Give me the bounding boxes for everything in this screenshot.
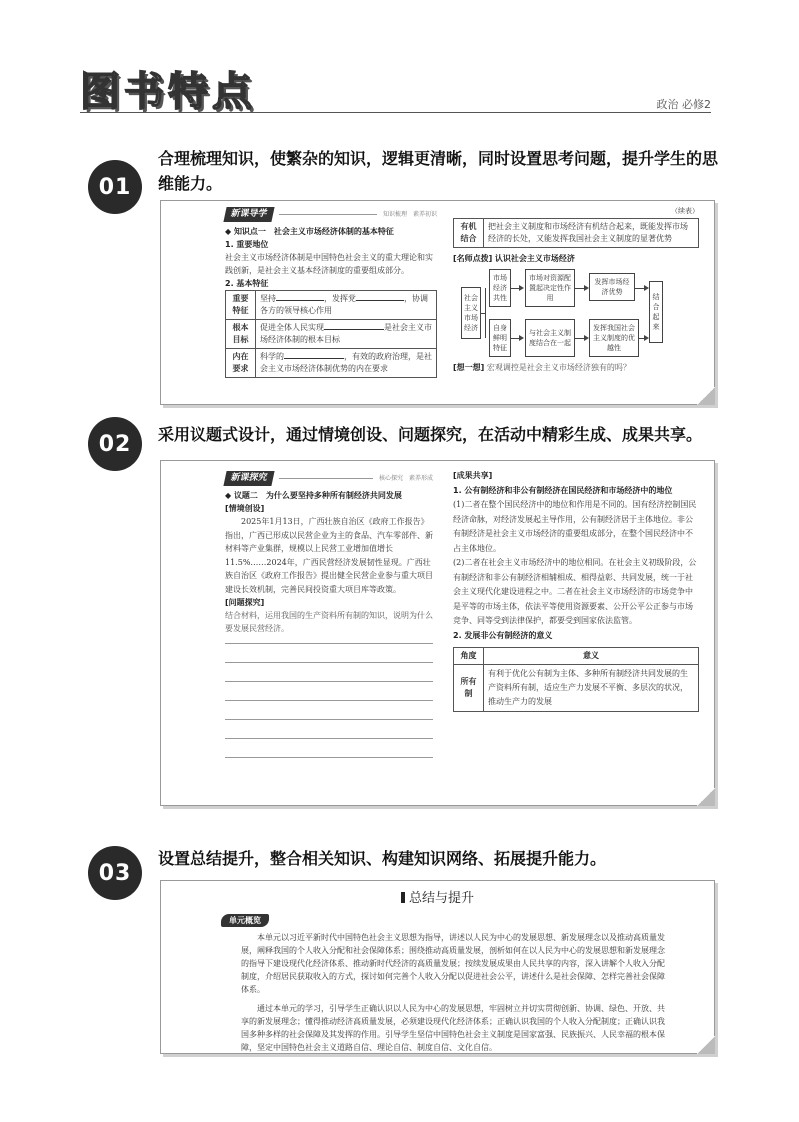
think-label: [想一想]	[453, 363, 485, 372]
flow-bot2: 与社会主义制度结合在一起	[525, 319, 575, 357]
continued-label: （续表）	[671, 207, 699, 215]
meaning-table	[453, 647, 699, 712]
result-title-1: 1. 公有制经济和非公有制经济在国民经济和市场经济中的地位	[453, 485, 673, 495]
section-number-02: 02	[88, 417, 142, 471]
flow-bot3: 发挥我国社会主义制度的优越性	[589, 319, 639, 357]
think-text: 宏观调控是社会主义市场经济独有的吗？	[486, 363, 631, 372]
title-mark	[401, 892, 405, 903]
section-number-03: 03	[88, 846, 142, 900]
subheading-1: 1. 重要地位	[225, 240, 269, 249]
section-tag-sub: 知识梳理 素养初识	[382, 211, 437, 218]
page-curl	[697, 387, 715, 405]
result-label: [成果共享]	[453, 471, 493, 480]
section-tag: 新课导学	[223, 207, 274, 222]
tip-label: [名师点拨]	[453, 254, 493, 263]
problem-text: 结合材料，运用我国的生产资料所有制的知识，说明为什么要发展民营经济。	[225, 611, 433, 633]
subject-label: 政治 必修2	[656, 98, 711, 111]
flow-left-box: 社会主义市场经济	[461, 287, 481, 339]
table-row: 重要特征 坚持 ，发挥党 ，协调各方的领导核心作用	[226, 291, 437, 320]
page-curl	[697, 788, 715, 806]
section-tag-sub: 核心探究 素养形成	[378, 475, 433, 482]
section-number-01: 01	[88, 160, 142, 214]
section-heading-02: 采用议题式设计，通过情境创设、问题探究，在活动中精彩生成、成果共享。	[158, 425, 703, 444]
answer-lines[interactable]	[225, 643, 433, 776]
flow-top3: 发挥市场经济优势	[589, 273, 635, 301]
flow-bot1: 自身鲜明特征	[489, 319, 511, 357]
result-title-2: 2. 发展非公有制经济的意义	[453, 630, 553, 640]
paragraph-1: 社会主义市场经济体制是中国特色社会主义的重大理论和实践创新，是社会主义基本经济制度的重要组成部分。	[225, 253, 433, 275]
subheading-2: 2. 基本特征	[225, 279, 269, 288]
summary-paragraph-2: 通过本单元的学习，引导学生正确认识以人民为中心的发展思想，牢固树立并切实贯彻创新、协调、绿色、开放、共享的新发展理念；懂得推动经济高质量发展，必须建设现代化经济体系；正确认识我国的个人收入分配制度；正确认识我国多种多样的社会保障及其发挥的作用。引导学生坚信中国特色社会主义制度是国家富强、民族振兴、人民幸福的根本保障，坚定中国特色社会主义道路自信、理论自信、制度自信、文化自信。	[241, 1004, 665, 1052]
panel-preview-3	[160, 880, 715, 1054]
organic-table: 有机结合 把社会主义制度和市场经济有机结合起来，既能发挥市场经济的长处，又能发挥我国社会主义制度的显著优势	[453, 218, 699, 248]
panel1-left-column	[225, 207, 437, 378]
fill-blank[interactable]	[356, 293, 404, 301]
table-row: 内在要求 科学的 ，有效的政府治理，是社会主义市场经济体制优势的内在要求	[226, 349, 437, 378]
page-title: 图书特点	[80, 69, 256, 115]
section-tag: 新课探究	[223, 471, 274, 486]
unit-overview-tag: 单元概览	[221, 914, 269, 927]
panel-preview-1	[160, 200, 715, 405]
scene-label: [情境创设]	[225, 504, 265, 513]
flow-diagram	[453, 267, 699, 359]
result-paragraph-1: (1)二者在整个国民经济中的地位和作用是不同的。国有经济控制国民经济命脉，对经济发展起主导作用，公有制经济居于主体地位。非公有制经济是社会主义市场经济的重要组成部分，在整个国民经济中不占主体地位。	[453, 500, 697, 553]
fill-blank[interactable]	[284, 351, 344, 359]
table-row: 所有制 有利于优化公有制为主体、多种所有制经济共同发展的生产资料所有制，适应生产力发展不平衡、多层次的状况，推动生产力的发展	[454, 665, 699, 712]
panel2-left-column	[225, 471, 433, 776]
fill-blank[interactable]	[324, 322, 384, 330]
flow-top1: 市场经济共性	[489, 269, 511, 307]
section-heading-01: 合理梳理知识，使繁杂的知识，逻辑更清晰，同时设置思考问题，提升学生的思维能力。	[158, 149, 719, 193]
topic-title: ◆ 议题二 为什么要坚持多种所有制经济共同发展	[225, 491, 402, 500]
flow-right-box: 结合起来	[649, 281, 663, 343]
knowledge-point-title: ◆ 知识点一 社会主义市场经济体制的基本特征	[225, 227, 394, 236]
fill-blank[interactable]	[276, 293, 324, 301]
result-paragraph-2: (2)二者在社会主义市场经济中的地位相同。在社会主义初级阶段，公有制经济和非公有制经济相辅相成、相得益彰、共同发展，统一于社会主义现代化建设进程之中。二者在社会主义市场经济的市场竞争中是平等的市场主体，依法平等使用资源要素、公开公平公正参与市场竞争、同等受到法律保护，都要受到国家依法监管。	[453, 558, 697, 625]
tip-title: 认识社会主义市场经济	[494, 254, 575, 263]
panel2-right-column	[453, 469, 699, 712]
table-header-row: 角度 意义	[454, 648, 699, 665]
page-curl	[697, 1036, 715, 1054]
section-heading-03: 设置总结提升，整合相关知识、构建知识网络、拓展提升能力。	[158, 849, 607, 868]
flow-top2: 市场对资源配置起决定性作用	[525, 269, 575, 307]
table-row: 根本目标 促进全体人民实现 是社会主义市场经济体制的根本目标	[226, 320, 437, 349]
summary-title: 总结与提升	[408, 891, 474, 906]
summary-paragraph-1: 本单元以习近平新时代中国特色社会主义思想为指导，讲述以人民为中心的发展思想、新发展理念以及推动高质量发展，阐释我国的个人收入分配和社会保障体系；围绕推动高质量发展，剖析如何在以人民为中心的发展思想和新发展理念的指导下建设现代化经济体系、推动新时代经济的高质量发展；按续发展成果由人民共享的内容，深入讲解个人收入分配制度，介绍居民获取收入的方式，探讨如何完善个人收入分配以促进社会公平，讲述什么是社会保障、怎样完善社会保障体系。	[241, 933, 665, 994]
panel1-right-column	[453, 205, 699, 374]
feature-table	[225, 290, 437, 378]
header-rule	[80, 112, 711, 113]
panel-preview-2	[160, 460, 715, 806]
scene-text: 2025年1月13日，广西壮族自治区《政府工作报告》指出，广西已形成以民营企业为主的食品、汽车零部件、新材料等产业集群，规模以上民营工业增加值增长11.5%……2024年，广西民营经济发展韧性显现。广西壮族自治区《政府工作报告》提出健全民营企业参与重大项目建设长效机制，完善民间投资重大项目库等政策。	[225, 517, 433, 594]
problem-label: [问题探究]	[225, 598, 265, 607]
